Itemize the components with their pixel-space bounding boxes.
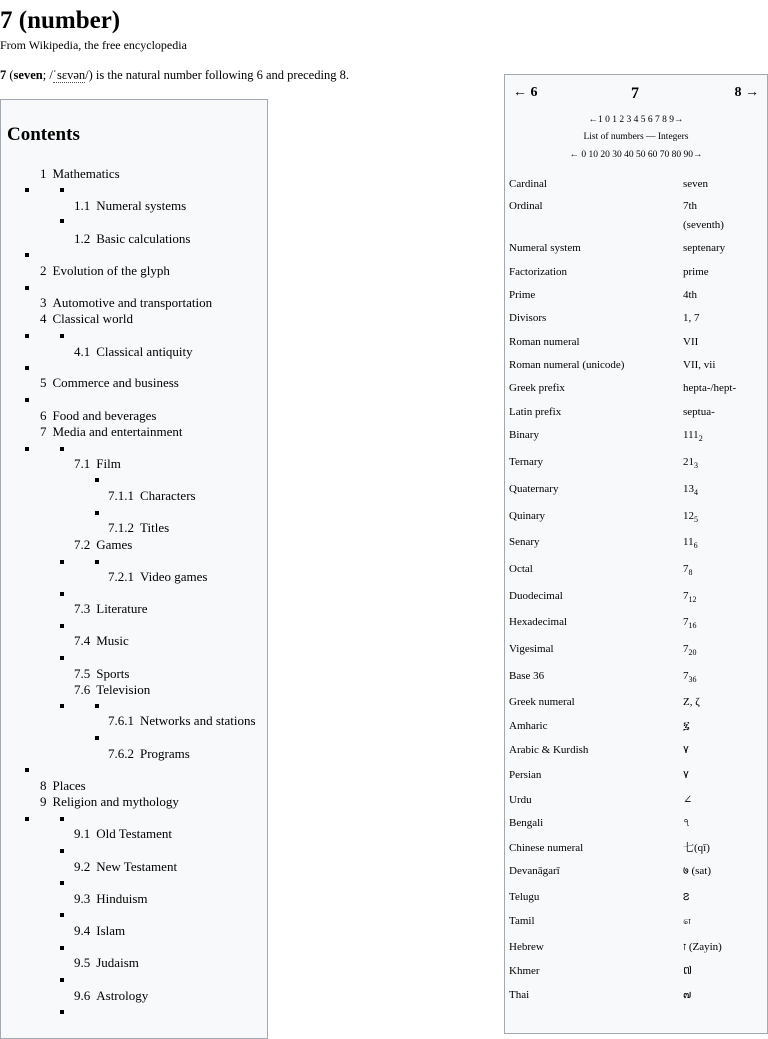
infobox-value-text: 7 xyxy=(683,590,689,602)
infobox-value xyxy=(683,693,700,712)
infobox-value-text: VII xyxy=(683,336,699,348)
toc-label: Basic calculations xyxy=(96,231,191,246)
toc-label: Automotive and transportation xyxy=(52,295,213,310)
infobox-value-text: ٧ xyxy=(683,769,689,781)
infobox-label: Arabic & Kurdish xyxy=(509,744,589,756)
toc-label: Games xyxy=(96,537,133,552)
toc-number: 3 xyxy=(40,295,47,310)
infobox-label: Latin prefix xyxy=(509,406,562,418)
toc-link[interactable] xyxy=(40,166,120,182)
toc-number: 7.1.2 xyxy=(108,520,134,535)
infobox-value-text: 13 xyxy=(683,483,694,495)
infobox-label: Greek prefix xyxy=(509,382,565,394)
infobox-value-text: ౭ xyxy=(683,891,690,903)
toc-number: 9.6 xyxy=(74,988,91,1003)
infobox-label: Base 36 xyxy=(509,670,545,682)
toc-label: Religion and mythology xyxy=(52,794,179,809)
infobox-value-text: 1, 7 xyxy=(683,312,700,324)
toc-bullet xyxy=(60,560,64,564)
toc-bullet xyxy=(60,913,64,917)
toc-bullet xyxy=(25,286,29,290)
infobox-value-text: Z, ζ xyxy=(683,696,700,708)
infobox-value-text: 7 xyxy=(683,616,689,628)
toc-bullet xyxy=(60,656,64,660)
toc-number: 9 xyxy=(40,794,47,809)
infobox-value xyxy=(683,912,691,931)
infobox-value-text: prime xyxy=(683,266,709,278)
infobox-label: Telugu xyxy=(509,891,540,903)
infobox-value xyxy=(683,839,710,858)
toc-link[interactable] xyxy=(40,295,212,311)
toc-link[interactable] xyxy=(74,666,129,682)
infobox-value-text: ௭ xyxy=(683,915,692,927)
intro-rest: /) is the natural number following 6 and preceding 8. xyxy=(85,68,349,82)
toc-label: New Testament xyxy=(96,859,178,874)
infobox-value xyxy=(683,862,711,881)
toc-bullet xyxy=(60,624,64,628)
base-subscript: 5 xyxy=(694,515,698,525)
base-subscript: 2 xyxy=(698,434,703,444)
toc-bullet xyxy=(60,447,64,451)
toc-bullet xyxy=(25,768,29,772)
infobox-value xyxy=(683,962,692,981)
infobox-label: Numeral system xyxy=(509,242,581,254)
infobox-label: Senary xyxy=(509,536,540,548)
toc-label: Music xyxy=(96,633,129,648)
infobox-value xyxy=(683,717,690,736)
toc-link[interactable] xyxy=(40,778,86,794)
infobox-value xyxy=(683,426,703,448)
infobox-value xyxy=(683,453,698,475)
tagline: From Wikipedia, the free encyclopedia xyxy=(0,38,187,52)
base-subscript: 6 xyxy=(693,541,698,551)
toc-link[interactable] xyxy=(108,746,190,762)
toc-label: Hinduism xyxy=(96,891,148,906)
infobox-value xyxy=(683,888,689,907)
toc-bullet xyxy=(95,704,99,708)
infobox-label: Quaternary xyxy=(509,483,559,495)
infobox-label: Ordinal xyxy=(509,200,543,212)
toc-link[interactable] xyxy=(40,408,156,424)
toc-number: 1.1 xyxy=(74,198,91,213)
infobox-label: Roman numeral xyxy=(509,336,580,348)
infobox-label: Greek numeral xyxy=(509,696,575,708)
infobox-value xyxy=(683,587,697,609)
infobox-value-text: ७ (sat) xyxy=(683,865,712,877)
toc-bullet xyxy=(60,592,64,596)
infobox-label: Tamil xyxy=(509,915,535,927)
infobox-label: Prime xyxy=(509,289,536,301)
infobox-value xyxy=(683,560,693,582)
base-subscript: 12 xyxy=(688,595,697,605)
toc-bullet xyxy=(95,511,99,515)
infobox-value-text: VII, vii xyxy=(683,359,716,371)
toc-label: Classical antiquity xyxy=(96,344,193,359)
toc-number: 9.2 xyxy=(74,859,91,874)
infobox-value-text: 7th xyxy=(683,200,698,212)
toc-bullet xyxy=(60,704,64,708)
infobox-value-text: septua- xyxy=(683,406,715,418)
infobox-label: Urdu xyxy=(509,794,532,806)
infobox-value-text: ז (Zayin) xyxy=(683,941,722,953)
toc-bullet xyxy=(25,366,29,370)
toc-number: 7 xyxy=(40,424,47,439)
toc-link[interactable] xyxy=(74,826,172,842)
toc-link[interactable] xyxy=(74,891,148,907)
toc-link[interactable] xyxy=(74,601,148,617)
infobox-label: Bengali xyxy=(509,817,544,829)
infobox-value xyxy=(683,197,724,235)
toc-number: 4 xyxy=(40,311,47,326)
nav-next-link[interactable]: 8 → xyxy=(734,85,759,100)
infobox-value-text: ٧ xyxy=(683,744,689,756)
infobox-value xyxy=(683,403,715,422)
toc-link[interactable] xyxy=(108,569,207,585)
toc-link[interactable] xyxy=(74,456,121,472)
toc-number: 8 xyxy=(40,778,47,793)
infobox-label: Binary xyxy=(509,429,539,441)
infobox-value xyxy=(683,480,698,502)
toc-number: 2 xyxy=(40,263,47,278)
toc-label: Programs xyxy=(140,746,190,761)
toc-link[interactable] xyxy=(74,923,125,939)
infobox-value-text: 12 xyxy=(683,510,694,522)
toc-bullet xyxy=(95,560,99,564)
infobox-label: Vigesimal xyxy=(509,643,554,655)
toc-link[interactable] xyxy=(74,231,190,247)
toc-link[interactable] xyxy=(74,537,132,553)
infobox-value-text: ৭ xyxy=(683,817,691,829)
toc-title: Contents xyxy=(7,124,80,145)
toc-label: Evolution of the glyph xyxy=(52,263,170,278)
infobox-label: Factorization xyxy=(509,266,568,278)
toc-number: 9.3 xyxy=(74,891,91,906)
infobox-label: Duodecimal xyxy=(509,590,563,602)
toc-bullet xyxy=(60,817,64,821)
infobox-label: Quinary xyxy=(509,510,546,522)
toc-number: 7.4 xyxy=(74,633,91,648)
infobox-value xyxy=(683,741,689,760)
toc-link[interactable] xyxy=(74,955,139,971)
infobox-value xyxy=(683,791,692,810)
toc-label: Islam xyxy=(96,923,126,938)
toc-label: Food and beverages xyxy=(52,408,157,423)
base-subscript: 16 xyxy=(688,621,697,631)
infobox-value xyxy=(683,333,698,352)
toc-link[interactable] xyxy=(74,633,129,649)
intro-lead: 7 xyxy=(0,68,7,82)
base-subscript: 8 xyxy=(688,568,693,578)
toc-number: 7.2 xyxy=(74,537,91,552)
toc-label: Judaism xyxy=(96,955,139,970)
infobox-label: Ternary xyxy=(509,456,544,468)
infobox-value-text: 11 xyxy=(683,536,694,548)
infobox-label: Khmer xyxy=(509,965,540,977)
infobox-value xyxy=(683,356,715,375)
toc-link[interactable] xyxy=(74,198,186,214)
toc-link[interactable] xyxy=(40,375,179,391)
nav-current-number: 7 xyxy=(631,85,639,102)
toc-label: Media and entertainment xyxy=(52,424,183,439)
toc-link[interactable] xyxy=(74,988,148,1004)
toc-label: Mathematics xyxy=(52,166,120,181)
toc-number: 7.6.2 xyxy=(108,746,134,761)
toc-bullet xyxy=(60,188,64,192)
infobox-value-text: ∠ xyxy=(683,794,693,806)
infobox-value-text: ៧ xyxy=(683,965,693,977)
toc-label: Old Testament xyxy=(96,826,173,841)
toc-bullet xyxy=(95,478,99,482)
toc-label: Astrology xyxy=(96,988,149,1003)
toc-number: 7.1 xyxy=(74,456,91,471)
toc-label: Classical world xyxy=(52,311,134,326)
infobox-label: Thai xyxy=(509,989,530,1001)
tens-navigation[interactable]: ← 0 10 20 30 40 50 60 70 80 90→ xyxy=(569,150,703,160)
intro-open: ( xyxy=(6,68,14,82)
infobox-value xyxy=(683,175,708,194)
toc-number: 9.4 xyxy=(74,923,91,938)
infobox-value xyxy=(683,667,697,689)
toc-link[interactable] xyxy=(108,713,256,729)
infobox-value xyxy=(683,309,700,328)
infobox-value xyxy=(683,766,689,785)
toc-bullet xyxy=(60,946,64,950)
infobox-value-text: 4th xyxy=(683,289,698,301)
toc-bullet xyxy=(60,1010,64,1014)
toc-label: Television xyxy=(96,682,151,697)
infobox-value-text: 21 xyxy=(683,456,694,468)
infobox-value-text: 111 xyxy=(683,429,699,441)
intro-bold-word: seven xyxy=(13,68,43,82)
infobox-value xyxy=(683,613,697,635)
infobox-value-text: 7 xyxy=(683,670,689,682)
toc-bullet xyxy=(95,736,99,740)
table-of-contents xyxy=(0,99,268,1039)
page-title: 7 (number) xyxy=(0,7,121,34)
toc-number: 9.1 xyxy=(74,826,91,841)
infobox-value-text: seven xyxy=(683,178,709,190)
toc-link[interactable] xyxy=(40,424,182,440)
base-subscript: 20 xyxy=(688,648,697,658)
infobox-value xyxy=(683,507,698,529)
toc-label: Numeral systems xyxy=(96,198,187,213)
base-subscript: 3 xyxy=(694,461,698,471)
infobox-value-text: 7 xyxy=(683,643,689,655)
infobox-value xyxy=(683,239,725,258)
toc-label: Places xyxy=(52,778,86,793)
toc-link[interactable] xyxy=(40,794,179,810)
toc-link[interactable] xyxy=(74,344,193,360)
toc-link[interactable] xyxy=(74,682,150,698)
toc-bullet xyxy=(25,188,29,192)
toc-number: 7.3 xyxy=(74,601,91,616)
toc-link[interactable] xyxy=(40,263,170,279)
toc-label: Characters xyxy=(140,488,196,503)
toc-label: Film xyxy=(96,456,121,471)
list-of-numbers-link[interactable]: List of numbers — Integers xyxy=(583,132,689,142)
toc-number: 7.5 xyxy=(74,666,91,681)
toc-number: 1.2 xyxy=(74,231,91,246)
toc-bullet xyxy=(60,881,64,885)
toc-label: Networks and stations xyxy=(140,713,256,728)
infobox-label: Cardinal xyxy=(509,178,547,190)
toc-bullet xyxy=(25,398,29,402)
infobox-value xyxy=(683,263,709,282)
base-subscript: 36 xyxy=(688,675,697,685)
infobox-label: Persian xyxy=(509,769,542,781)
toc-bullet xyxy=(60,334,64,338)
infobox-value-text: ፯ xyxy=(683,720,690,732)
toc-bullet xyxy=(25,334,29,338)
toc-link[interactable] xyxy=(74,859,177,875)
toc-number: 7.2.1 xyxy=(108,569,134,584)
toc-bullet xyxy=(60,849,64,853)
infobox-value xyxy=(683,938,722,957)
toc-link[interactable] xyxy=(108,520,169,536)
toc-number: 5 xyxy=(40,375,47,390)
toc-link[interactable] xyxy=(40,311,133,327)
infobox-value-secondary: (seventh) xyxy=(683,219,724,231)
infobox-label: Hebrew xyxy=(509,941,544,953)
toc-number: 1 xyxy=(40,166,47,181)
intro-paragraph xyxy=(0,68,349,83)
toc-bullet xyxy=(25,817,29,821)
infobox-label: Amharic xyxy=(509,720,548,732)
toc-bullet xyxy=(60,219,64,223)
toc-bullet xyxy=(25,253,29,257)
toc-bullet xyxy=(25,447,29,451)
infobox-value-text: hepta-/hept- xyxy=(683,382,737,394)
toc-number: 7.6 xyxy=(74,682,91,697)
toc-number: 7.1.1 xyxy=(108,488,134,503)
toc-bullet xyxy=(60,978,64,982)
infobox-label: Roman numeral (unicode) xyxy=(509,359,625,371)
intro-sep: ; / xyxy=(42,68,53,82)
toc-number: 6 xyxy=(40,408,47,423)
toc-number: 7.6.1 xyxy=(108,713,134,728)
infobox-value xyxy=(683,286,697,305)
toc-label: Titles xyxy=(140,520,170,535)
infobox-value-text: 七(qī) xyxy=(683,842,710,854)
toc-number: 4.1 xyxy=(74,344,91,359)
infobox-value xyxy=(683,379,736,398)
infobox-value-text: septenary xyxy=(683,242,726,254)
infobox xyxy=(504,74,768,1034)
toc-link[interactable] xyxy=(108,488,196,504)
toc-label: Sports xyxy=(96,666,130,681)
infobox-label: Divisors xyxy=(509,312,547,324)
infobox-label: Devanāgarī xyxy=(509,865,560,877)
base-subscript: 4 xyxy=(694,488,698,498)
toc-label: Literature xyxy=(96,601,148,616)
digits-navigation[interactable]: ←1 0 1 2 3 4 5 6 7 8 9→ xyxy=(588,115,684,125)
infobox-value xyxy=(683,986,691,1005)
infobox-label: Chinese numeral xyxy=(509,842,584,854)
toc-label: Video games xyxy=(140,569,208,584)
infobox-value xyxy=(683,640,697,662)
toc-number: 9.5 xyxy=(74,955,91,970)
infobox-value-text: ๗ xyxy=(683,989,692,1001)
infobox-value xyxy=(683,533,698,555)
infobox-value-text: 7 xyxy=(683,563,689,575)
nav-prev-link[interactable]: ← 6 xyxy=(513,85,538,100)
infobox-value xyxy=(683,814,690,833)
toc-label: Commerce and business xyxy=(52,375,179,390)
infobox-label: Octal xyxy=(509,563,533,575)
ipa-pronunciation-link[interactable]: ˈsɛvən xyxy=(52,68,86,82)
infobox-label: Hexadecimal xyxy=(509,616,568,628)
